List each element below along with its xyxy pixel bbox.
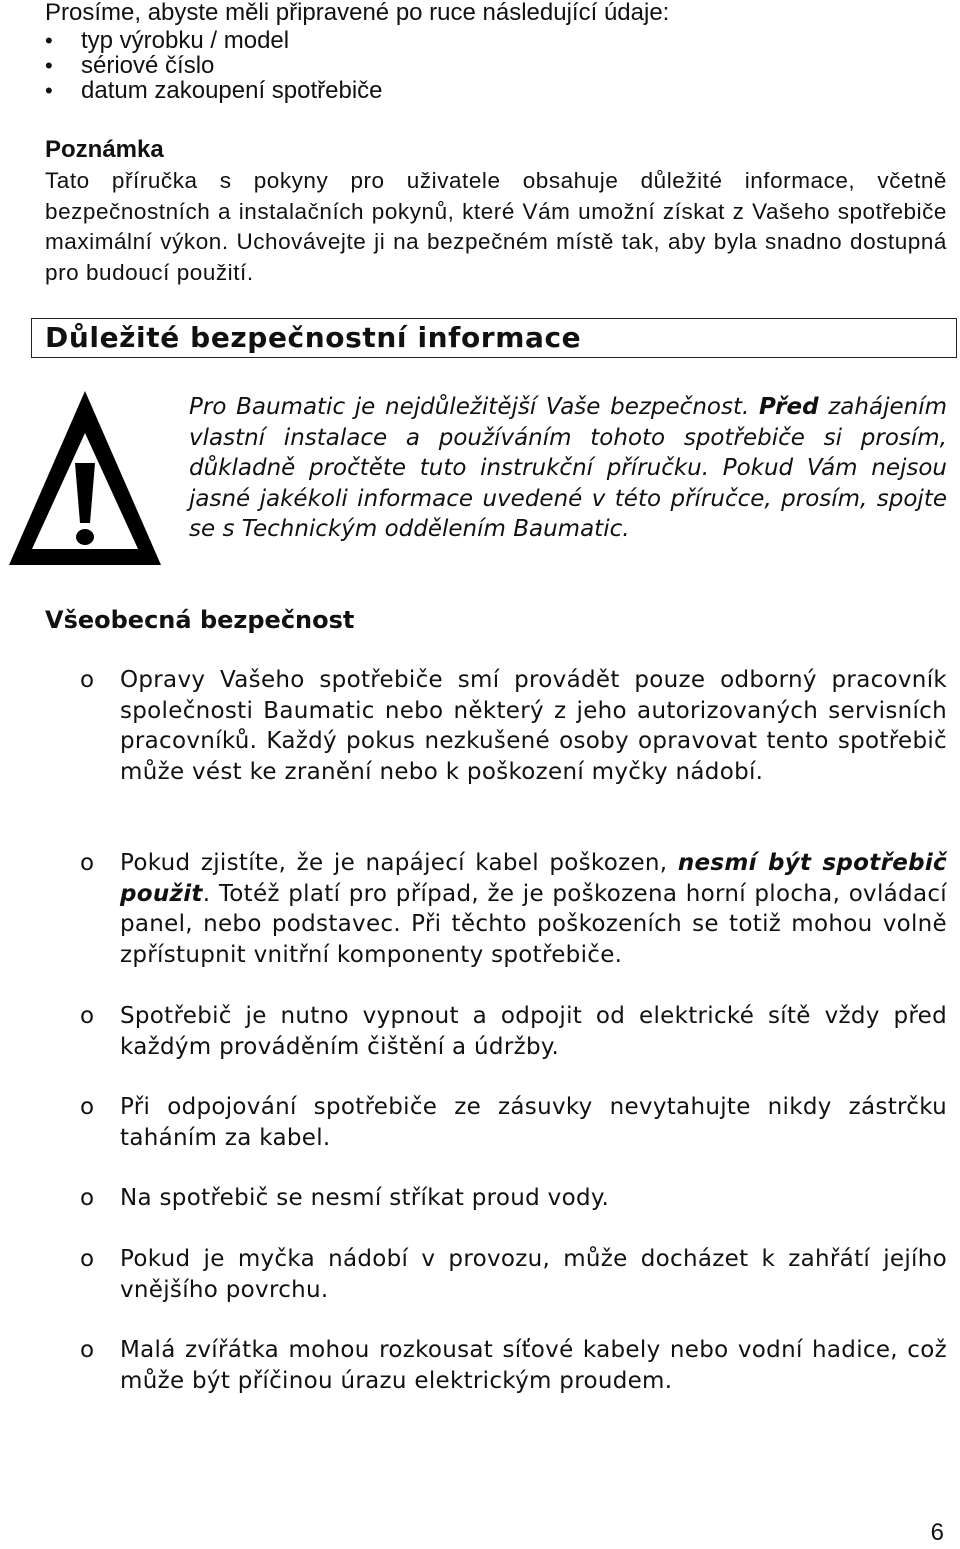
safety-title: Důležité bezpečnostní informace xyxy=(45,321,582,354)
rule-marker: o xyxy=(80,850,95,876)
warning-text-a: Pro Baumatic je nejdůležitější Vaše bezpečnost. xyxy=(189,394,759,420)
warning-text-bold: Před xyxy=(758,394,819,420)
rule-text-b: . Totéž platí pro případ, že je poškozena horní plocha, ovládací panel, nebo podstavec. Při těchto poškozeních se totiž mohou volně zpřístupnit vnitřní komponenty spotřebiče. xyxy=(120,880,947,968)
rule-marker: o xyxy=(80,1337,95,1363)
general-safety-title: Všeobecná bezpečnost xyxy=(45,606,355,634)
warning-text xyxy=(189,392,947,545)
prep-intro: Prosíme, abyste měli připravené po ruce následující údaje: xyxy=(45,0,670,26)
safety-header-box xyxy=(31,318,957,358)
list-item: • sériové číslo xyxy=(45,53,383,78)
page-number: 6 xyxy=(930,1519,944,1546)
warning-text-c: zahájením vlastní instalace a používáním tohoto spotřebiče si prosím, důkladně pročtěte tuto instrukční příručku. Pokud Vám nejsou jasné jakékoli informace uvedené v této příručce, prosím, spojte se s Technickým oddělením Baumatic. xyxy=(189,394,947,542)
rule-marker: o xyxy=(80,1003,95,1029)
rule-marker: o xyxy=(80,1094,95,1120)
list-item: • typ výrobku / model xyxy=(45,28,383,53)
rule-text: Opravy Vašeho spotřebiče smí provádět pouze odborný pracovník společnosti Baumatic nebo některý z jeho autorizovaných servisních pracovníků. Každý pokus nezkušené osoby opravovat tento spotřebič může vést ke zranění nebo k poškození myčky nádobí. xyxy=(120,667,947,785)
warning-icon xyxy=(5,385,165,570)
rule-text-a: Pokud zjistíte, že je napájecí kabel poškozen, xyxy=(120,850,678,876)
note-title: Poznámka xyxy=(45,136,164,163)
note-text: Tato příručka s pokyny pro uživatele obsahuje důležité informace, včetně bezpečnostních a instalačních pokynů, které Vám umožní získat z Vašeho spotřebiče maximální výkon. Uchovávejte ji na bezpečném místě tak, aby byla snadno dostupná pro budoucí použití. xyxy=(45,168,947,285)
rule-text: Malá zvířátka mohou rozkousat síťové kabely nebo vodní hadice, což může být příčinou úrazu elektrickým proudem. xyxy=(120,1337,947,1394)
rule-text: Při odpojování spotřebiče ze zásuvky nevytahujte nikdy zástrčku taháním za kabel. xyxy=(120,1094,947,1151)
prep-list xyxy=(45,28,383,103)
rule-text-bold: nesmí být spotřebič použit xyxy=(120,850,947,907)
rule-text: Pokud je myčka nádobí v provozu, může docházet k zahřátí jejího vnějšího povrchu. xyxy=(120,1246,947,1303)
rule-text: Na spotřebič se nesmí stříkat proud vody. xyxy=(120,1185,610,1211)
rule-text: Spotřebič je nutno vypnout a odpojit od elektrické sítě vždy před každým prováděním čištění a údržby. xyxy=(120,1003,947,1060)
rule-marker: o xyxy=(80,667,95,693)
rule-marker: o xyxy=(80,1246,95,1272)
rule-marker: o xyxy=(80,1185,95,1211)
rule-text xyxy=(120,848,947,970)
list-item: • datum zakoupení spotřebiče xyxy=(45,78,383,103)
